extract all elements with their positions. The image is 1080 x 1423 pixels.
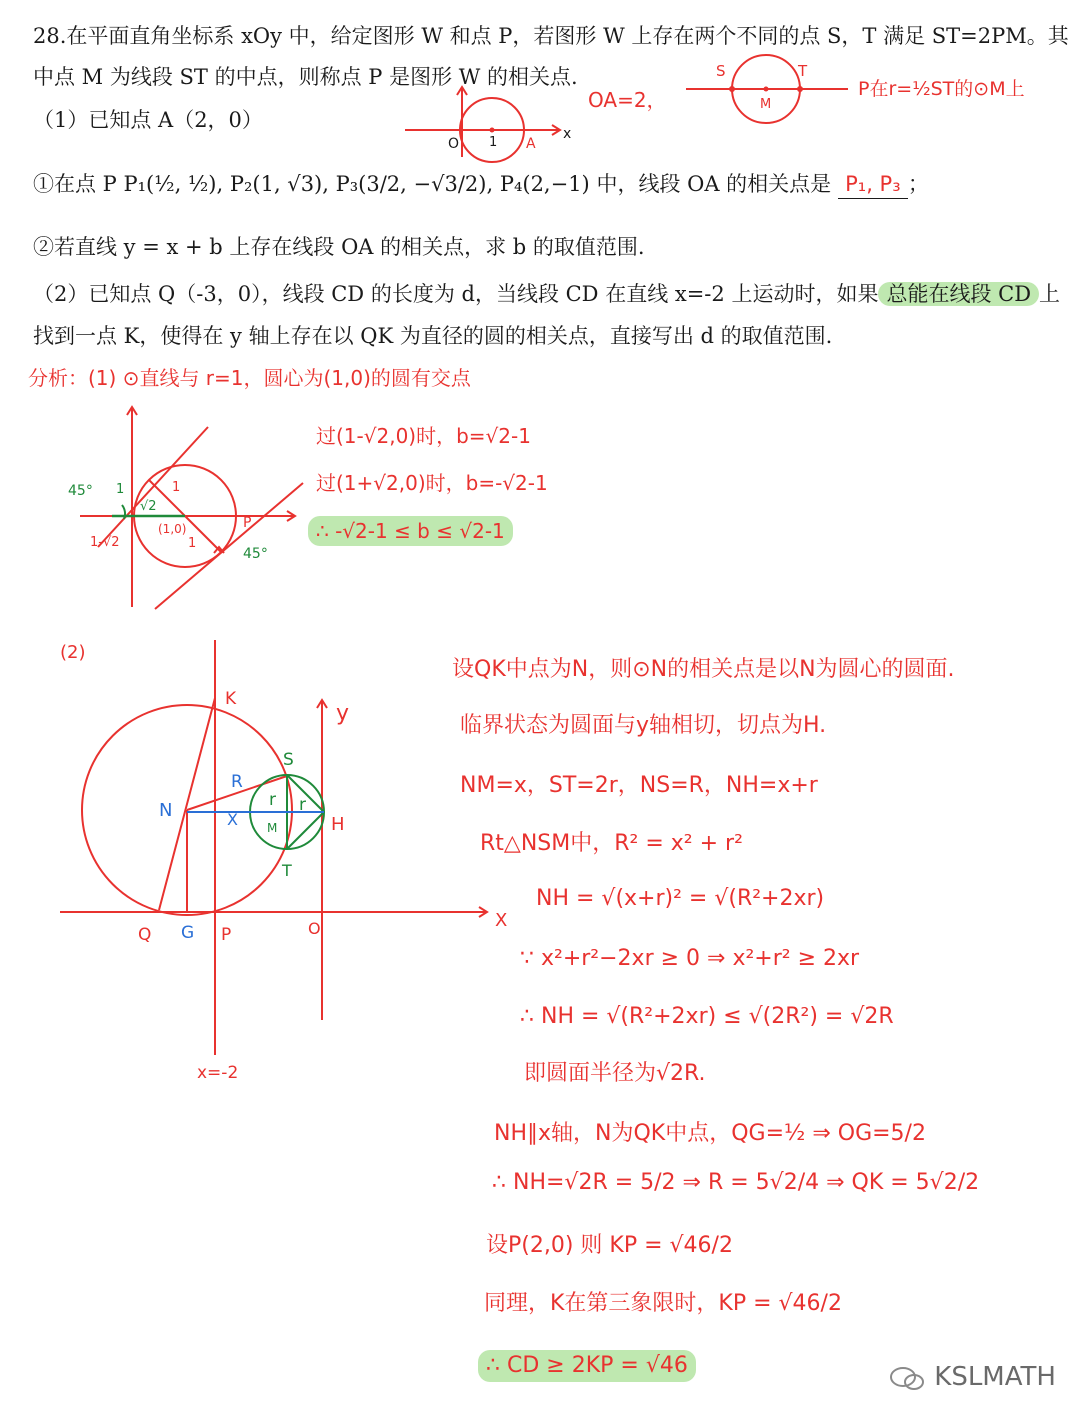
f1-p-label: P [243, 515, 252, 531]
f2-label-r-big: R [231, 772, 243, 792]
f2-label-r1: r [269, 790, 276, 810]
oa-label-o: O [448, 136, 460, 152]
sol-line-9: NH∥x轴，N为QK中点，QG=½ ⇒ OG=5/2 [494, 1121, 926, 1146]
f2-label-o: O [308, 919, 321, 938]
analysis-case-2: 过(1+√2,0)时，b=-√2-1 [316, 471, 548, 495]
sol-line-1: 设QK中点为N，则⊙N的相关点是以N为圆心的圆面. [452, 657, 955, 682]
note-rule: P在r=½ST的⊙M上 [858, 78, 1025, 100]
part2-text: （2）已知点 Q（-3，0），线段 CD 的长度为 d，当线段 CD 在直线 x=-2 上运动时，如果 [33, 282, 879, 306]
problem-line-1: 28.在平面直角坐标系 xOy 中，给定图形 W 和点 P，若图形 W 上存在两个不同的点 S，T 满足 ST=2PM。其 [33, 24, 1069, 48]
part1-intro: （1）已知点 A（2，0） [33, 108, 263, 132]
f2-label-g: G [181, 923, 195, 943]
part2-highlight: 总能在线段 CD [878, 282, 1039, 306]
analysis-title: 分析：(1) ⊙直线与 r=1，圆心为(1,0)的圆有交点 [28, 366, 471, 390]
sol-line-4: Rt△NSM中，R² = x² + r² [480, 831, 743, 856]
f2-label-x-axis: X [495, 910, 508, 931]
f1-one-b: 1 [172, 480, 181, 495]
watermark [888, 1362, 1056, 1393]
stm-label-m: M [760, 97, 772, 112]
analysis-result: ∴ -√2-1 ≤ b ≤ √2-1 [308, 516, 513, 546]
f2-label-s: S [283, 750, 294, 770]
stm-m-dot [764, 87, 769, 92]
q1-p1: P₁(½, ½) [123, 172, 217, 196]
oa-sketch [400, 82, 580, 162]
q1-answer: P₁, P₃ [838, 170, 908, 199]
sol-line-2: 临界状态为圆面与y轴相切，切点为H. [460, 713, 827, 738]
problem-line-2: 中点 M 为线段 ST 的中点，则称点 P 是图形 W 的相关点. [33, 65, 578, 89]
stm-t-dot [797, 86, 803, 92]
f1-one-c: 1 [188, 536, 197, 551]
f1-tangent-lower [155, 483, 303, 609]
note-oa: OA=2， [588, 88, 667, 112]
part2-label: (2) [60, 642, 86, 663]
sol-line-6: ∵ x²+r²−2xr ≥ 0 ⇒ x²+r² ≥ 2xr [520, 946, 860, 971]
q1-end: ； [907, 172, 929, 196]
part2-end: 上 [1039, 282, 1061, 306]
part2-line-2: 找到一点 K，使得在 y 轴上存在以 QK 为直径的圆的相关点，直接写出 d 的取值范围. [33, 324, 833, 348]
f2-label-q: Q [138, 925, 152, 945]
f1-center-label: (1,0) [158, 522, 187, 536]
wechat-icon [888, 1363, 926, 1393]
q1-p4: P₄(2,−1) [499, 172, 590, 196]
oa-label-1: 1 [489, 135, 498, 150]
f2-label-line: x=-2 [197, 1063, 239, 1083]
f1-tangent-upper [98, 427, 208, 547]
sol-line-12: 同理，K在第三象限时，KP = √46/2 [484, 1291, 842, 1316]
oa-center-dot [490, 128, 495, 133]
q1-prefix: ①在点 P [33, 172, 117, 196]
oa-label-x: x [563, 126, 572, 142]
sol-final: ∴ CD ≥ 2KP = √46 [478, 1350, 696, 1382]
f2-label-h: H [331, 814, 345, 835]
f2-label-n: N [159, 800, 173, 821]
f2-label-m: M [267, 821, 278, 835]
stm-sketch [682, 52, 852, 128]
q1-p3: P₃(3/2, −√3/2) [335, 172, 487, 196]
f1-one-a: 1 [116, 482, 125, 497]
q1-suffix: 中，线段 OA 的相关点是 [596, 172, 832, 196]
f2-label-r2: r [299, 795, 306, 815]
f1-deg45b: 45° [243, 546, 268, 562]
f2-label-t: T [282, 861, 292, 880]
sol-line-11: 设P(2,0) 则 KP = √46/2 [486, 1233, 733, 1258]
q1-p2: P₂(1, √3) [229, 172, 323, 196]
f2-label-p: P [221, 925, 232, 945]
figure-1 [60, 395, 310, 615]
watermark-text: KSLMATH [934, 1362, 1056, 1392]
figure-2 [55, 640, 508, 1090]
f1-deg45a: 45° [68, 483, 93, 499]
sol-line-8: 即圆面半径为√2R. [524, 1061, 706, 1086]
f2-label-y: y [336, 701, 350, 726]
f2-label-k: K [225, 689, 237, 709]
f1-sqrt2: √2 [140, 499, 157, 514]
part2-line-1 [33, 280, 1060, 308]
q1-line: ①在点 P P₁(½, ½), P₂(1, √3), P₃(3/2, −√3/2), P₄(2,−1) 中，线段 OA 的相关点是 P₁, P₃ ； [33, 170, 929, 199]
q2-line: ②若直线 y = x + b 上存在线段 OA 的相关点，求 b 的取值范围. [33, 235, 645, 259]
sol-line-10: ∴ NH=√2R = 5/2 ⇒ R = 5√2/4 ⇒ QK = 5√2/2 [492, 1170, 980, 1195]
sol-line-7: ∴ NH = √(R²+2xr) ≤ √(2R²) = √2R [520, 1004, 894, 1029]
f1-left-label: 1-√2 [90, 535, 120, 550]
stm-s-dot [729, 86, 735, 92]
oa-label-a: A [526, 136, 536, 152]
sol-line-3: NM=x，ST=2r，NS=R，NH=x+r [460, 773, 818, 798]
stm-label-s: S [716, 62, 726, 80]
analysis-case-1: 过(1-√2,0)时，b=√2-1 [316, 424, 531, 448]
sol-line-5: NH = √(x+r)² = √(R²+2xr) [536, 886, 825, 911]
f2-label-x-small: X [227, 810, 238, 829]
stm-label-t: T [798, 62, 808, 80]
